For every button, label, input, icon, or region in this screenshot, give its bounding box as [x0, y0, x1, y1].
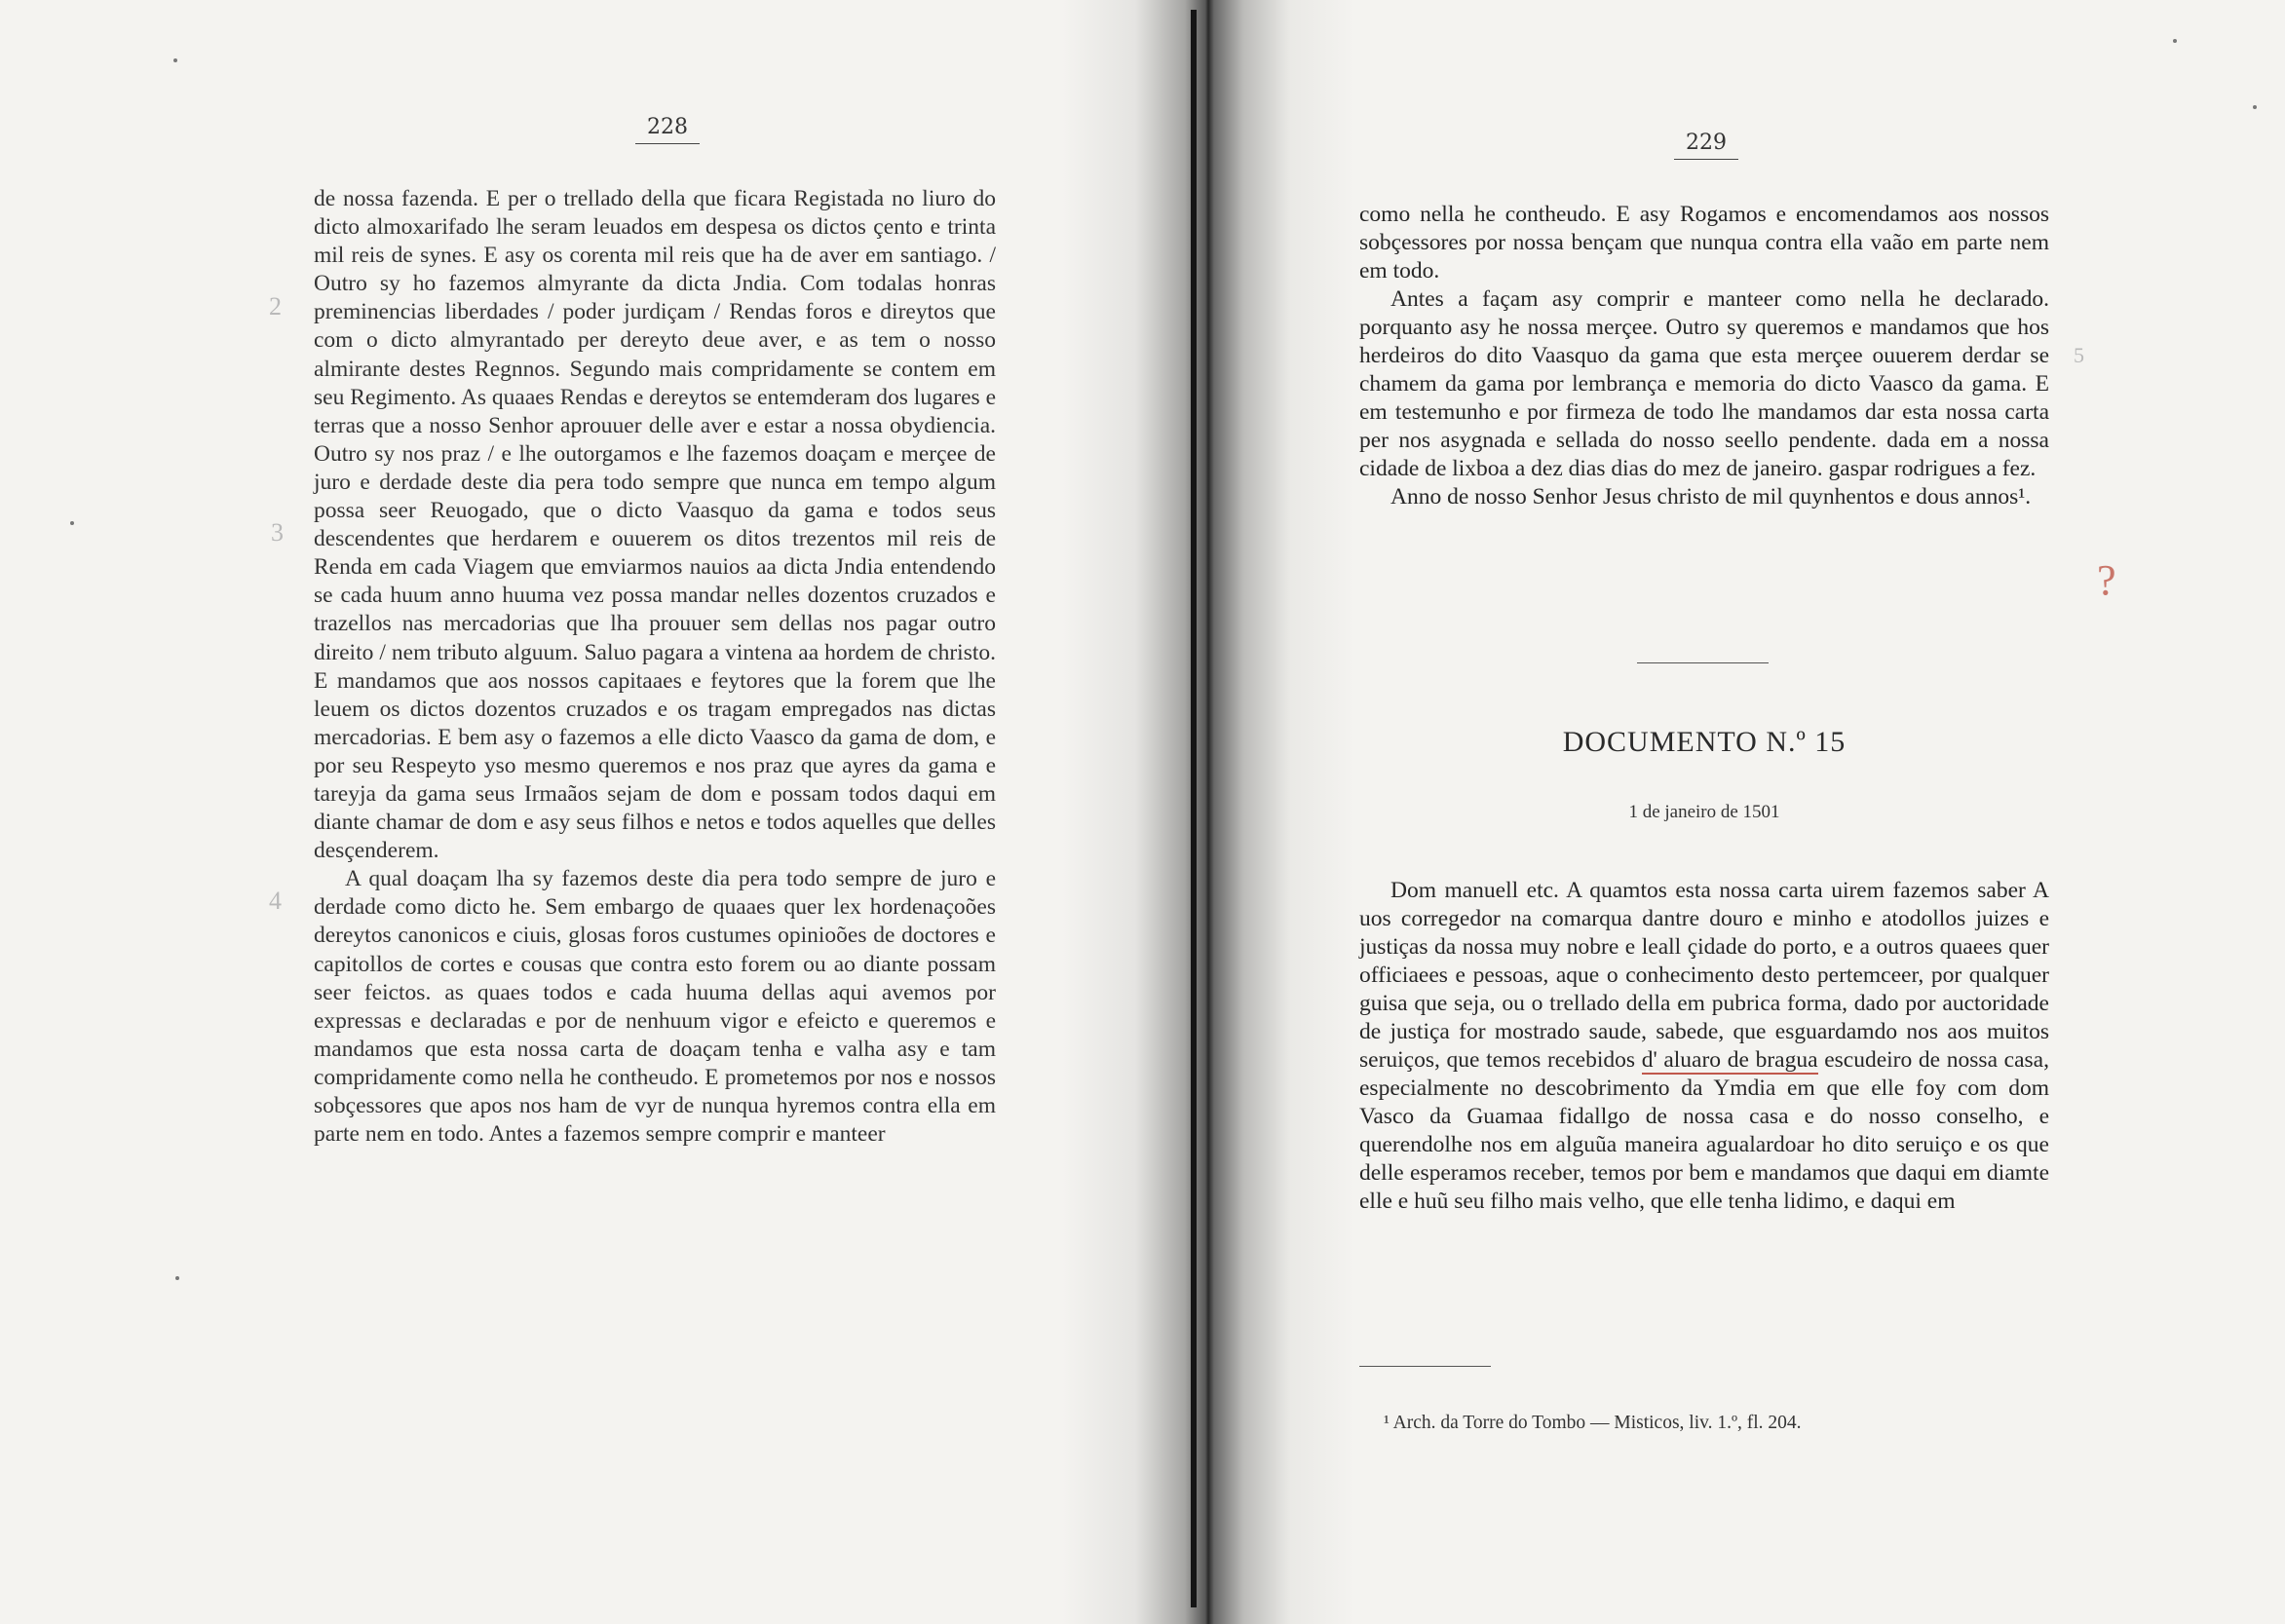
right-margin-mark: 5: [2074, 343, 2084, 367]
left-page-text: [314, 185, 996, 1149]
document-date: 1 de janeiro de 1501: [1628, 802, 1780, 822]
left-margin-mark: 4: [269, 887, 282, 915]
red-question-mark: ?: [2097, 556, 2116, 604]
document-body: [1359, 877, 2049, 1216]
left-paragraph: A qual doaçam lha sy fazemos deste dia pera todo sempre de juro e derdade como dicto he. Sem embargo de quaaes quer lex hordenaçoões dereytos canonicos e ciuis, glosas foros custumes opinioões de doctores e capitollos de cortes e cousas que contra esto forem ou ao diante possam seer feictos. as quaes todos e cada huuma dellas aqui avemos por expressas e declaradas e por de nenhuum vigor e efeicto e queremos e mandamos que esta nossa carta de doaçam tenha e valha asy e tam compridamente como nella he contheudo. E prometemos por nos e nossos sobçessores que apos nos ham de vyr de nunqua hyremos contra ella em parte nem en todo. Antes a fazemos sempre comprir e manteer: [314, 866, 996, 1148]
document-heading: DOCUMENTO N.º 15: [1562, 726, 1847, 758]
right-paragraph: Anno de nosso Senhor Jesus christo de mil quynhentos e dous annos¹.: [1390, 484, 2032, 510]
book-spine: [1191, 10, 1197, 1607]
left-margin-mark: 3: [271, 518, 284, 547]
paper-speck: [2253, 105, 2257, 109]
right-paragraph: como nella he contheudo. E asy Rogamos e encomendamos aos nossos sobçessores por nossa bençam que nunqua contra ella vaão em parte nem em todo.: [1359, 202, 2049, 283]
left-margin-mark: 2: [269, 292, 282, 321]
paper-speck: [2173, 39, 2177, 43]
right-page-text-top: [1359, 201, 2049, 511]
underlined-name: d' aluaro de bragua: [1641, 1047, 1818, 1073]
right-paragraph: Antes a façam asy comprir e manteer como nella he declarado. porquanto asy he nossa merçee. Outro sy queremos e mandamos que hos herdeiros do dito Vaasquo da gama que esta merçee ouuerem derdar se chamem da gama por lembrança e memoria do dicto Vaasco da gama. E em testemunho e por firmeza de todo lhe mandamos dar esta nossa carta per nos asygnada e sellada do nosso seello pendente. dada em a nossa cidade de lixboa a dez dias dias do mez de janeiro. gaspar rodrigues a fez.: [1359, 286, 2049, 481]
paper-speck: [175, 1276, 179, 1280]
paper-speck: [173, 58, 177, 62]
left-page-number: 228: [635, 115, 700, 144]
footnote: ¹ Arch. da Torre do Tombo — Misticos, liv. 1.º, fl. 204.: [1384, 1413, 1802, 1433]
document-body-paragraph: [1359, 877, 2049, 1216]
paper-speck: [70, 521, 74, 525]
book-gutter-shadow: [1062, 0, 1354, 1624]
right-page-number: 229: [1674, 131, 1738, 160]
section-divider: [1637, 662, 1769, 663]
document-body-before: Dom manuell etc. A quamtos esta nossa carta uirem fazemos saber A uos corregedor na comarqua dantre douro e minho e atodollos juizes e justiças da nossa muy nobre e leall çidade do porto, e a outros quaees quer officiaees e pessoas, aque o conhecimento desto pertemceer, por qualquer guisa que seja, ou o trellado della em pubrica forma, dado por auctoridade de justiça for mostrado saude, sabede, que esguardamdo nos aos muitos seruiços, que temos recebidos: [1359, 878, 2049, 1073]
left-paragraph: de nossa fazenda. E per o trellado della que ficara Registada no liuro do dicto almoxarifado lhe seram leuados em despesa os dictos çento e trinta mil reis de synes. E asy os corenta mil reis que ha de aver em santiago. / Outro sy ho fazemos almyrante da dicta Jndia. Com todalas honras preminencias liberdades / poder jurdiçam / Rendas foros e direytos que com o dicto almyrantado per dereyto deue aver, e as tem o nosso almirante destes Regnnos. Segundo mais compridamente se contem em seu Regimento. As quaaes Rendas e dereytos se entemderam dos lugares e terras que a nosso Senhor aprouuer delle aver e estar a nossa obydiencia. Outro sy nos praz / e lhe outorgamos e lhe fazemos doaçam e merçee de juro e derdade deste dia pera todo sempre que nunca em tempo algum possa seer Reuogado, que o dicto Vaasquo da gama e todos seus descendentes que herdarem e ouuerem os ditos trezentos mil reis de Renda em cada Viagem que emviarmos nauios aa dicta Jndia entendendo se cada huum anno huuma vez possa mandar nelles dozentos cruzados e trazellos nas mercadorias que lha prouuer sem dellas nos pagar outro direito / nem tributo alguum. Saluo pagara a vintena aa hordem de christo. E mandamos que aos nossos capitaaes e feytores que la forem que lhe leuem os dictos dozentos cruzados e os tragam empregados nas dictas mercadorias. E bem asy o fazemos a elle dicto Vaasco da gama de dom, e por seu Respeyto yso mesmo queremos e nos praz que ayres da gama e tareyja da gama seus Irmaãos sejam de dom e possam todos daqui em diante chamar de dom e asy seus filhos e netos e todos aquelles que delles desçenderem.: [314, 186, 996, 864]
document-body-after: escudeiro de nossa casa, especialmente no descobrimento da Ymdia em que elle foy com dom Vasco da Guamaa fidallgo de nossa casa e do nosso conselho, e querendolhe nos em alguũa maneira agualardoar ho dito seruiço e os que delle esperamos receber, temos por bem e mandamos que daqui em diamte elle e huũ seu filho mais velho, que elle tenha lidimo, e daqui em: [1359, 1047, 2049, 1214]
footnote-divider: [1359, 1366, 1491, 1367]
